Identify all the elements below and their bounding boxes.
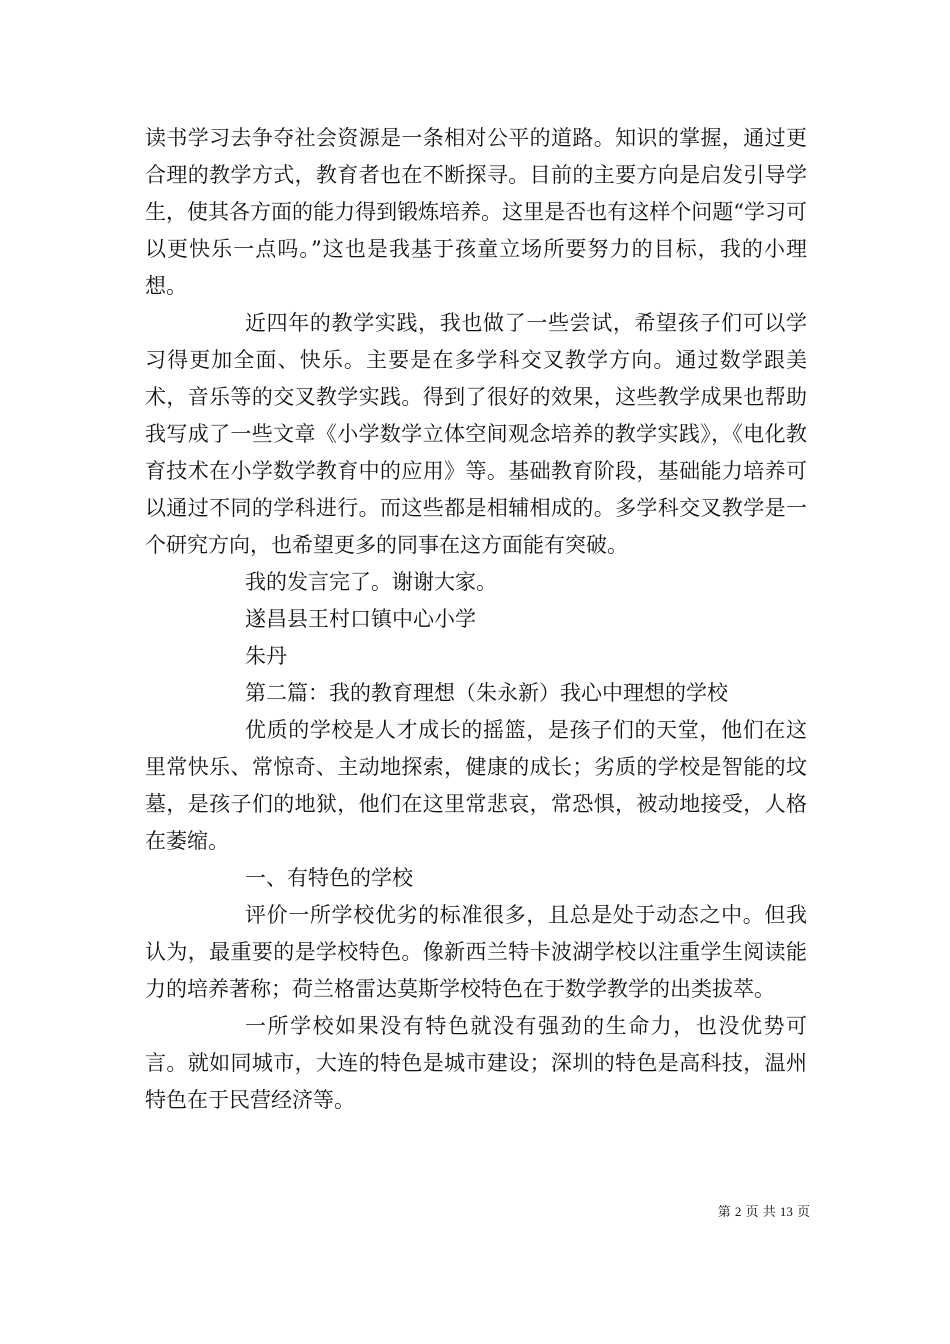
- footer-prefix: 第: [717, 1205, 731, 1220]
- section-heading-second-article: 第二篇：我的教育理想（朱永新）我心中理想的学校: [245, 681, 728, 705]
- page-footer: [700, 1203, 810, 1222]
- footer-suffix: 页: [796, 1205, 810, 1220]
- body-text: [145, 120, 807, 1119]
- paragraph-closing-remark: 我的发言完了。谢谢大家。: [245, 570, 497, 594]
- footer-middle: 页 共: [745, 1205, 776, 1220]
- paragraph-evaluation: 评价一所学校优劣的标准很多，且总是处于动态之中。但我认为，最重要的是学校特色。像新西兰特卡波湖学校以注重学生阅读能力的培养著称；荷兰格雷达莫斯学校特色在于数学教学的出类拔萃。: [145, 903, 807, 1001]
- footer-total-pages: 13: [779, 1204, 793, 1219]
- paragraph-quality-school: 优质的学校是人才成长的摇篮，是孩子们的天堂，他们在这里常快乐、常惊奇、主动地探索，健康的成长；劣质的学校是智能的坟墓，是孩子们的地狱，他们在这里常悲哀，常恐惧，被动地接受，人格在萎缩。: [145, 718, 807, 853]
- footer-current-page: 2: [734, 1204, 742, 1219]
- subheading-featured-school: 一、有特色的学校: [245, 866, 413, 890]
- signature-school: 遂昌县王村口镇中心小学: [245, 607, 476, 631]
- paragraph-vitality: 一所学校如果没有特色就没有强劲的生命力，也没优势可言。就如同城市，大连的特色是城市建设；深圳的特色是高科技，温州特色在于民营经济等。: [145, 1014, 807, 1112]
- signature-author: 朱丹: [245, 644, 287, 668]
- paragraph-continuation: 读书学习去争夺社会资源是一条相对公平的道路。知识的掌握，通过更合理的教学方式，教育者也在不断探寻。目前的主要方向是启发引导学生，使其各方面的能力得到锻炼培养。这里是否也有这样个问题“学习可以更快乐一点吗。”这也是我基于孩童立场所要努力的目标，我的小理想。: [145, 126, 807, 298]
- paragraph-teaching-practice: 近四年的教学实践，我也做了一些尝试，希望孩子们可以学习得更加全面、快乐。主要是在多学科交叉教学方向。通过数学跟美术，音乐等的交叉教学实践。得到了很好的效果，这些教学成果也帮助我写成了一些文章《小学数学立体空间观念培养的教学实践》，《电化教育技术在小学数学教育中的应用》等。基础教育阶段，基础能力培养可以通过不同的学科进行。而这些都是相辅相成的。多学科交叉教学是一个研究方向，也希望更多的同事在这方面能有突破。: [145, 311, 807, 557]
